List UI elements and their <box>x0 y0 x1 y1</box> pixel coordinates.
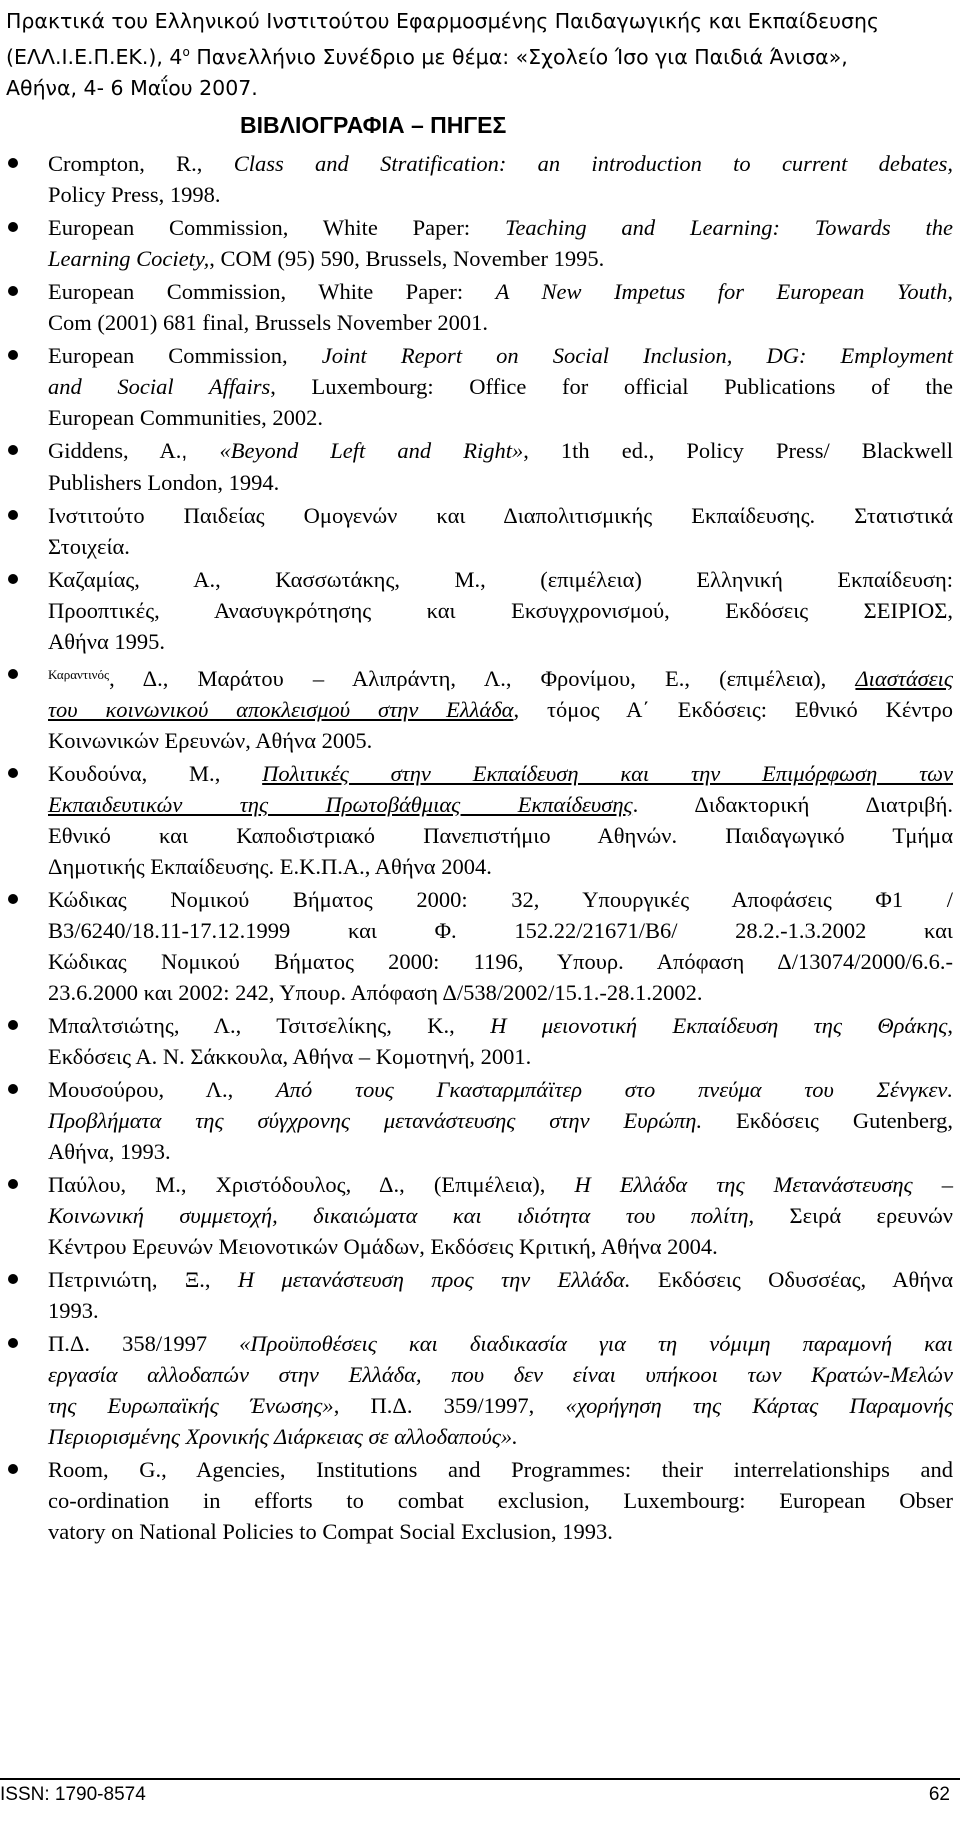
ref-line: Στοιχεία. <box>48 534 130 559</box>
ref-role: , (επιμέλεια), <box>684 666 856 691</box>
ref-title: Διαστάσεις <box>855 666 954 691</box>
ref-title: της Ευρωπαϊκής Ένωσης» <box>48 1393 334 1418</box>
ref-line: Β3/6240/18.11-17.12.1999 και Φ. 152.22/21671/Β6/ 28.2.-1.3.2002 και <box>48 918 953 943</box>
ref-line: Publishers London, 1994. <box>48 470 280 495</box>
bullet-icon <box>8 286 18 296</box>
ref-line: Περιορισμένης Χρονικής Διάρκειας σε αλλοδαπούς». <box>48 1424 518 1449</box>
reference-crompton <box>0 148 953 210</box>
ref-publisher: , Policy Press/ Blackwell <box>648 438 954 463</box>
ref-line <box>48 659 953 694</box>
bullet-icon <box>8 894 18 904</box>
ref-author: , Τσιτσελίκης, Κ. <box>235 1013 450 1038</box>
reference-list <box>0 148 960 1549</box>
ref-author: , Φρονίμου, Ε. <box>505 666 685 691</box>
ref-line <box>48 340 953 371</box>
header-superscript: ο <box>182 45 190 59</box>
ref-author: European Commission, <box>48 343 322 368</box>
ref-author: Καζαμίας, Α. <box>48 567 216 592</box>
ref-line <box>48 371 953 402</box>
ref-title: Εκπαιδευτικών της Πρωτοβάθμιας Εκπαίδευσης <box>48 792 633 817</box>
bullet-icon <box>8 1084 18 1094</box>
ref-title: and Social Affairs <box>48 374 271 399</box>
ref-title: Teaching and Learning: Towards the <box>504 215 953 240</box>
ref-number: 359/1997, <box>412 1393 566 1418</box>
footer-divider <box>0 1778 960 1780</box>
ref-line <box>48 1264 953 1295</box>
ref-line: Προοπτικές, Ανασυγκρότησης και Εκσυγχρονισμού, Εκδόσεις ΣΕΙΡΙΟΣ, <box>48 598 953 623</box>
ref-line <box>48 243 953 274</box>
ref-line: Com (2001) 681 final, Brussels November 2001. <box>48 310 488 335</box>
bullet-icon <box>8 445 18 455</box>
ref-line: Κέντρου Ερευνών Μειονοτικών Ομάδων, Εκδόσεις Κριτική, Αθήνα 2004. <box>48 1234 718 1259</box>
bullet-icon <box>8 768 18 778</box>
ref-title: του κοινωνικού αποκλεισμού στην Ελλάδα <box>48 697 514 722</box>
ref-title: Class and Stratification: an introduction to current debates, <box>233 151 953 176</box>
bullet-icon <box>8 158 18 168</box>
ref-title: «Beyond Left and Right» <box>219 438 524 463</box>
ref-author: , Χριστόδουλος, Δ. <box>180 1172 400 1197</box>
bullet-icon <box>8 669 18 679</box>
ref-line <box>48 1010 953 1041</box>
reference-kodikas <box>0 884 953 1008</box>
reference-ec-youth <box>0 276 953 338</box>
ref-title: Κοινωνική συμμετοχή, δικαιώματα και ιδιότητα του πολίτη <box>48 1203 749 1228</box>
ref-author: Giddens, A. <box>48 438 182 463</box>
bullet-icon <box>8 1179 18 1189</box>
ref-line <box>48 1105 953 1136</box>
ref-author: Πετρινιώτη, Ξ. <box>48 1267 205 1292</box>
header-line-2 <box>6 37 956 73</box>
ref-author: , Δ. <box>109 666 163 691</box>
reference-ipode <box>0 500 953 562</box>
reference-giddens <box>0 435 953 498</box>
header-line-3: Αθήνα, 4- 6 Μαΐου 2007. <box>6 75 258 100</box>
ref-line <box>48 212 953 243</box>
ref-author: Κουδούνα, Μ. <box>48 761 215 786</box>
ref-line <box>48 1169 953 1200</box>
ref-details: , COM (95) 590, Brussels, November 1995. <box>209 246 605 271</box>
ref-separator: , <box>204 1267 238 1292</box>
ref-details: , τόμος Α΄ Εκδόσεις: Εθνικό Κέντρο <box>513 697 953 722</box>
ref-details: . Διδακτορική Διατριβή. <box>632 792 953 817</box>
ref-title: Η Ελλάδα της Μετανάστευσης – <box>574 1172 954 1197</box>
bibliography-title: ΒΙΒΛΙΟΓΡΑΦΙΑ – ΠΗΓΕΣ <box>240 112 507 138</box>
ref-line <box>48 1200 953 1231</box>
ref-line: Εθνικό και Καποδιστριακό Πανεπιστήμιο Αθηνών. Παιδαγωγικό Τμήμα <box>48 823 953 848</box>
ref-line: Ινστιτούτο Παιδείας Ομογενών και Διαπολιτισμικής Εκπαίδευσης. Στατιστικά <box>48 503 953 528</box>
bullet-icon <box>8 574 18 584</box>
header-line-1: Πρακτικά του Ελληνικού Ινστιτούτου Εφαρμοσμένης Παιδαγωγικής και Εκπαίδευσης <box>6 9 880 33</box>
ref-line: Κώδικας Νομικού Βήματος 2000: 1196, Υπουρ. Απόφαση Δ/13074/2000/6.6.- <box>48 949 953 974</box>
bullet-icon <box>8 1464 18 1474</box>
ref-edition: , 1th ed. <box>523 438 649 463</box>
ref-separator: , <box>449 1013 491 1038</box>
reference-kazamias <box>0 564 953 657</box>
ref-author: , Π.Δ. <box>333 1393 413 1418</box>
reference-koudouna <box>0 758 953 882</box>
reference-ec-inclusion <box>0 340 953 433</box>
ref-line: Policy Press, 1998. <box>48 182 221 207</box>
ref-line: Εκδόσεις Α. Ν. Σάκκουλα, Αθήνα – Κομοτηνή, 2001. <box>48 1044 532 1069</box>
ref-line: Αθήνα, 1993. <box>48 1139 171 1164</box>
ref-title: «Προϋποθέσεις και διαδικασία για τη νόμιμη παραμονή και <box>239 1331 953 1356</box>
ref-title: «χορήγηση της Κάρτας Παραμονής <box>565 1393 953 1418</box>
ref-separator: , <box>214 761 263 786</box>
ref-details: Εκδόσεις Οδυσσέας, Αθήνα <box>630 1267 954 1292</box>
ref-author: Μπαλτσιώτης, Λ. <box>48 1013 236 1038</box>
ref-separator: , <box>227 1077 276 1102</box>
ref-author: Μουσούρου, Λ. <box>48 1077 228 1102</box>
header-line-2-end: Πανελλήνιο Συνέδριο με θέμα: «Σχολείο Ίσο για Παιδιά Άνισα», <box>189 44 848 69</box>
ref-number: 358/1997 <box>89 1331 240 1356</box>
ref-line: Room, G., Agencies, Institutions and Programmes: their interrelationships and <box>48 1457 953 1482</box>
ref-title: , (επιμέλεια) Ελληνική Εκπαίδευση: <box>480 567 953 592</box>
bullet-icon <box>8 1020 18 1030</box>
ref-line: Κώδικας Νομικού Βήματος 2000: 32, Υπουργικές Αποφάσεις Φ1 / <box>48 887 953 912</box>
bullet-icon <box>8 1338 18 1348</box>
ref-author: , Μαράτου – Αλιπράντη, Λ. <box>162 666 506 691</box>
ref-title: Η μειονοτική Εκπαίδευση της Θράκης <box>490 1013 948 1038</box>
page-number: 62 <box>928 1784 950 1805</box>
ref-line: 1993. <box>48 1298 99 1323</box>
bullet-icon <box>8 1274 18 1284</box>
ref-role: , (Επιμέλεια), <box>399 1172 575 1197</box>
ref-separator: , <box>181 440 220 463</box>
ref-line <box>48 1390 953 1421</box>
ref-author: , Κασσωτάκης, Μ. <box>215 567 481 592</box>
ref-author: Παύλου, Μ. <box>48 1172 181 1197</box>
ref-title: Joint Report on Social Inclusion, DG: Employment <box>321 343 953 368</box>
ref-title: Η μετανάστευση προς την Ελλάδα. <box>237 1267 631 1292</box>
ref-details: , Σειρά ερευνών <box>748 1203 953 1228</box>
footer-issn: ISSN: 1790-8574 <box>0 1784 146 1805</box>
bullet-icon <box>8 350 18 360</box>
ref-separator: , <box>947 1013 954 1038</box>
ref-line: Κοινωνικών Ερευνών, Αθήνα 2005. <box>48 728 373 753</box>
ref-title: A New Impetus for European Youth, <box>495 279 953 304</box>
bullet-icon <box>8 222 18 232</box>
ref-line <box>48 435 953 467</box>
reference-petriniotі <box>0 1264 953 1326</box>
ref-line: Δημοτικής Εκπαίδευσης. Ε.Κ.Π.Α., Αθήνα 2004. <box>48 854 492 879</box>
ref-line <box>48 694 953 725</box>
ref-title: Προβλήματα της σύγχρονης μετανάστευσης στην Ευρώπη. <box>48 1108 703 1133</box>
ref-title: Από τους Γκασταρμπάϊτερ στο πνεύμα του Σένγκεν. <box>276 1077 954 1102</box>
ref-line: vatory on National Policies to Compat Social Exclusion, 1993. <box>48 1519 613 1544</box>
ref-line <box>48 758 953 789</box>
ref-details: , Luxembourg: Office for official Publications of the <box>270 374 954 399</box>
ref-title: Learning Cociety, <box>48 246 210 271</box>
ref-author: European Commission, White Paper: <box>48 279 496 304</box>
ref-line: European Communities, 2002. <box>48 405 323 430</box>
ref-author: Crompton, R., <box>48 151 234 176</box>
proceedings-header <box>6 6 956 104</box>
ref-line: 23.6.2000 και 2002: 242, Υπουρ. Απόφαση Δ/538/2002/15.1.-28.1.2002. <box>48 980 703 1005</box>
ref-author: Π.Δ. <box>48 1331 90 1356</box>
bullet-icon <box>8 510 18 520</box>
ref-line: Αθήνα 1995. <box>48 629 166 654</box>
ref-title: Πολιτικές στην Εκπαίδευση και την Επιμόρφωση των <box>262 761 954 786</box>
reference-karantinos <box>0 659 953 756</box>
ref-line: εργασία αλλοδαπών στην Ελλάδα, που δεν είναι υπήκοοι των Κρατών-Μελών <box>48 1362 953 1387</box>
ref-line <box>48 789 953 820</box>
reference-pavlou <box>0 1169 953 1262</box>
reference-mousourou <box>0 1074 953 1167</box>
ref-line: co-ordination in efforts to combat exclusion, Luxembourg: European Obser <box>48 1488 953 1513</box>
header-line-2-start: (ΕΛΛ.Ι.Ε.Π.ΕΚ.), 4 <box>6 44 183 69</box>
reference-pd-358 <box>0 1328 953 1452</box>
ref-line <box>48 276 953 307</box>
reference-ec-teaching <box>0 212 953 274</box>
ref-line <box>48 1074 953 1105</box>
reference-baltsiotis <box>0 1010 953 1072</box>
ref-line <box>48 1328 953 1359</box>
ref-author: European Commission, White Paper: <box>48 215 505 240</box>
ref-details: Εκδόσεις Gutenberg, <box>702 1108 954 1133</box>
ref-line <box>48 564 953 595</box>
ref-author-small: Καραντινός <box>48 667 110 682</box>
reference-room <box>0 1454 953 1547</box>
ref-line <box>48 148 953 179</box>
